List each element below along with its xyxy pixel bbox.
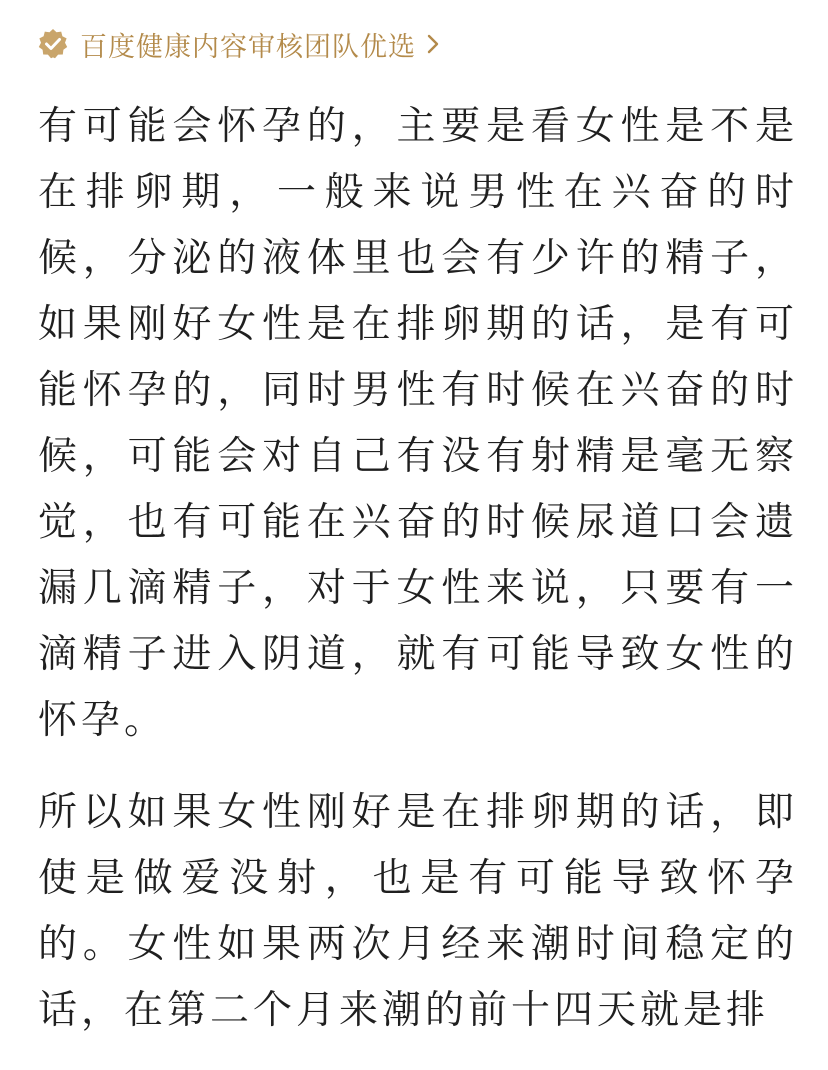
badge-label: 百度健康内容审核团队优选 (80, 31, 416, 63)
verified-badge-icon (36, 27, 70, 61)
chevron-right-icon (424, 31, 442, 57)
answer-content (38, 94, 798, 1070)
content-review-badge[interactable] (36, 22, 442, 66)
answer-paragraph: 有可能会怀孕的，主要是看女性是不是在排卵期，一般来说男性在兴奋的时候，分泌的液体里也会有少许的精子，如果刚好女性是在排卵期的话，是有可能怀孕的，同时男性有时候在兴奋的时候，可能会对自己有没有射精是毫无察觉，也有可能在兴奋的时候尿道口会遗漏几滴精子，对于女性来说，只要有一滴精子进入阴道，就有可能导致女性的怀孕。 (38, 104, 798, 743)
answer-paragraph: 所以如果女性刚好是在排卵期的话，即使是做爱没射，也是有可能导致怀孕的。女性如果两次月经来潮时间稳定的话，在第二个月来潮的前十四天就是排 (38, 790, 798, 1033)
